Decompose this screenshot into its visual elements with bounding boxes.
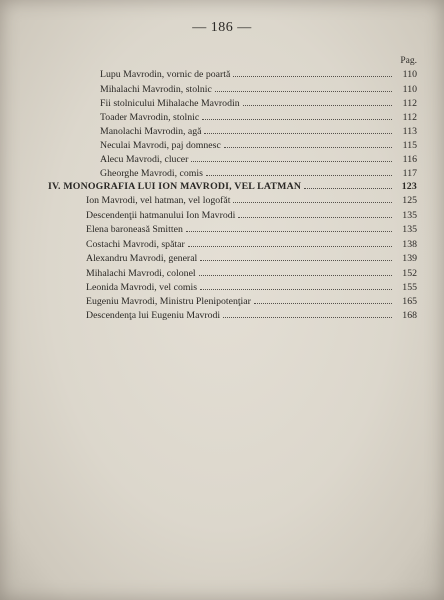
dot-leader <box>199 267 392 276</box>
dot-leader <box>238 209 392 218</box>
toc-section-heading <box>48 180 417 193</box>
page-column-header: Pag. <box>400 56 417 66</box>
toc-entry-page: 135 <box>402 210 417 221</box>
toc-entry-page: 117 <box>402 168 417 179</box>
dot-leader <box>224 139 392 148</box>
toc-entry <box>86 223 417 236</box>
toc-entry-page: 165 <box>402 296 417 307</box>
toc-entry <box>100 111 417 124</box>
toc-entry-title: Descendenţii hatmanului Ion Mavrodi <box>86 210 236 221</box>
toc-entry-page: 139 <box>402 253 417 264</box>
dot-leader <box>204 125 392 134</box>
toc-entry <box>100 97 417 110</box>
dot-leader <box>254 295 392 304</box>
toc-entry-page: 168 <box>402 310 417 321</box>
toc-entry <box>100 125 417 138</box>
dot-leader <box>186 223 392 232</box>
toc-entry-title: Alexandru Mavrodi, general <box>86 253 198 264</box>
toc-entry <box>100 167 417 180</box>
toc-entry-page: 110 <box>402 69 417 80</box>
dot-leader <box>243 97 392 106</box>
dot-leader <box>215 83 392 92</box>
toc-entry-title: Neculai Mavrodi, paj domnesc <box>100 140 221 151</box>
toc-entry <box>86 209 417 222</box>
toc-entry-page: 116 <box>402 154 417 165</box>
toc-entry-title: Costachi Mavrodi, spătar <box>86 239 185 250</box>
dot-leader <box>202 111 392 120</box>
dot-leader <box>191 153 392 162</box>
toc-entry-title: Fii stolnicului Mihalache Mavrodin <box>100 98 240 109</box>
dot-leader <box>233 194 392 203</box>
toc-entry <box>100 139 417 152</box>
toc-entry-title: Toader Mavrodin, stolnic <box>100 112 200 123</box>
toc-entry-title: Ion Mavrodi, vel hatman, vel logofăt <box>86 195 231 206</box>
toc-entry <box>100 83 417 96</box>
toc-entry-page: 115 <box>402 140 417 151</box>
toc-entry <box>86 194 417 207</box>
toc-entry-page: 135 <box>402 224 417 235</box>
toc-entry-page: 112 <box>402 112 417 123</box>
toc-section-title: IV. MONOGRAFIA LUI ION MAVRODI, VEL LATMAN <box>48 181 302 192</box>
dot-leader <box>188 238 392 247</box>
toc-entry-title: Eugeniu Mavrodi, Ministru Plenipotenţiar <box>86 296 251 307</box>
toc-entry-page: 155 <box>402 282 417 293</box>
toc-entry <box>86 295 417 308</box>
toc-entry <box>86 309 417 322</box>
dot-leader <box>233 68 392 77</box>
toc-entry <box>86 281 417 294</box>
dot-leader <box>223 309 392 318</box>
toc-entry-page: 123 <box>401 181 417 192</box>
toc-entry-title: Alecu Mavrodi, clucer <box>100 154 189 165</box>
toc-entry <box>100 68 417 81</box>
toc-entry-page: 112 <box>402 98 417 109</box>
toc-entry-title: Lupu Mavrodin, vornic de poartă <box>100 69 231 80</box>
toc-entry-page: 113 <box>402 126 417 137</box>
toc-entry-page: 152 <box>402 268 417 279</box>
toc-entry <box>100 153 417 166</box>
toc-entry-title: Mihalachi Mavrodi, colonel <box>86 268 196 279</box>
toc-entry-page: 138 <box>402 239 417 250</box>
toc-entry-title: Manolachi Mavrodin, agă <box>100 126 202 137</box>
toc-entry <box>86 252 417 265</box>
toc-entry-title: Leonida Mavrodi, vel comis <box>86 282 198 293</box>
toc-entry-title: Elena baroneasă Smitten <box>86 224 183 235</box>
toc-entry <box>86 267 417 280</box>
dot-leader <box>206 167 392 176</box>
toc-entry-title: Gheorghe Mavrodi, comis <box>100 168 203 179</box>
dot-leader <box>304 180 392 189</box>
dot-leader <box>200 281 392 290</box>
toc-entry-page: 125 <box>402 195 417 206</box>
dot-leader <box>200 252 392 261</box>
page-number: — 186 — <box>192 20 252 35</box>
toc-entry <box>86 238 417 251</box>
toc-entry-title: Descendenţa lui Eugeniu Mavrodi <box>86 310 221 321</box>
toc-entry-title: Mihalachi Mavrodin, stolnic <box>100 84 212 95</box>
toc-entry-page: 110 <box>402 84 417 95</box>
